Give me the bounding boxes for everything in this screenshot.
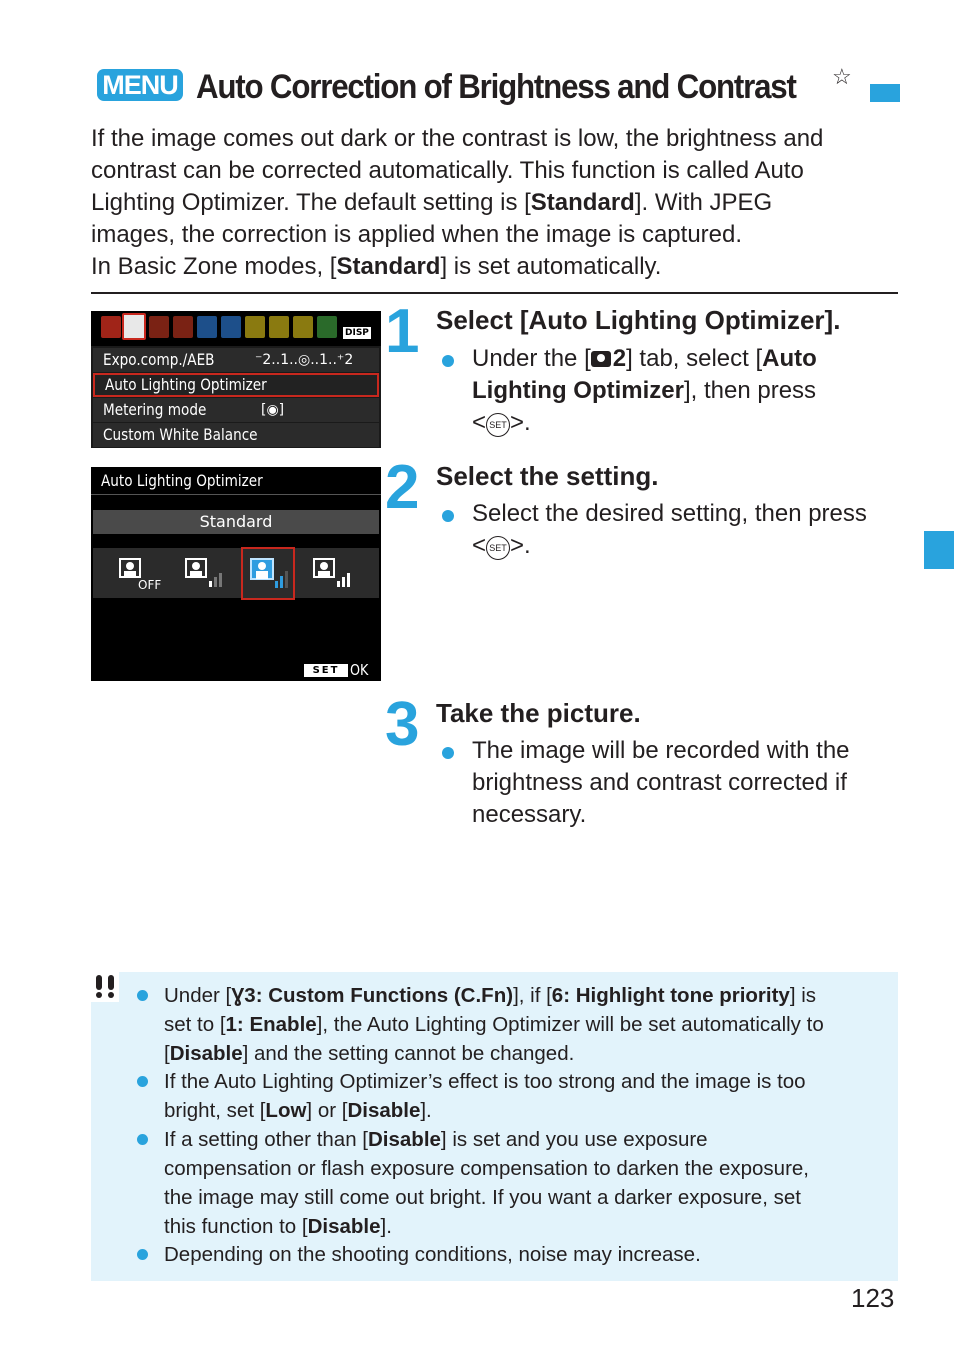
bullet-dot [137, 1134, 148, 1145]
menu-item-auto-lighting-optimizer[interactable]: Auto Lighting Optimizer [93, 373, 379, 397]
set-button-icon: SET [486, 413, 510, 437]
alo-option-low[interactable] [183, 555, 225, 593]
step-3-title: Take the picture. [436, 698, 641, 728]
metering-icon: [◉] [261, 402, 285, 418]
intro-line: contrast can be corrected automatically. This function is called Auto [91, 157, 804, 184]
menu-badge: MENU [97, 69, 183, 101]
bullet-dot [442, 510, 454, 522]
page-title: Auto Correction of Brightness and Contrast [196, 68, 796, 106]
playback-tab-icon [221, 316, 241, 338]
step-2-instruction: Select the desired setting, then press < SET >. [442, 498, 902, 562]
menu-item-metering-mode[interactable]: Metering mode [◉] [93, 398, 379, 422]
caution-item: If a setting other than [Disable] is set and you use exposure compensation or flash exposure compensation to darken the exposure, the image may still come out bright. If you want a darker exposure, set this function to [Disable]. [164, 1128, 809, 1238]
page-number: 123 [851, 1283, 895, 1313]
selected-setting-label: Standard [93, 510, 379, 534]
alo-off-icon [117, 555, 163, 593]
header-divider [91, 494, 381, 495]
title-accent-bar [870, 84, 900, 102]
ok-label: OK [350, 661, 369, 679]
bullet-dot [137, 1076, 148, 1087]
setup-tab-icon [269, 316, 289, 338]
alo-option-high[interactable] [311, 555, 353, 593]
set-button-icon: SET [486, 536, 510, 560]
wrench-icon: Ɣ [231, 984, 245, 1007]
step-3-instruction: The image will be recorded with the brightness and contrast corrected if necessary. [442, 735, 892, 831]
disp-label: DISP [345, 328, 369, 338]
set-button-label: SET [304, 664, 348, 677]
caution-box [91, 972, 898, 1281]
intro-line: Lighting Optimizer. The default setting is [Standard]. With JPEG [91, 189, 773, 216]
star-icon: ☆ [832, 64, 852, 89]
step-number-3: 3 [385, 690, 420, 759]
caution-icon [91, 972, 119, 1002]
alo-low-icon [183, 555, 225, 593]
shooting-tab-icon [173, 316, 193, 338]
intro-line: In Basic Zone modes, [Standard] is set automatically. [91, 253, 662, 280]
playback-tab-icon [197, 316, 217, 338]
caution-item: If the Auto Lighting Optimizer’s effect is too strong and the image is too bright, set [Low] or [Disable]. [164, 1070, 806, 1122]
section-divider [91, 292, 898, 294]
bullet-dot [442, 747, 454, 759]
setup-tab-icon [245, 316, 265, 338]
alo-option-standard[interactable] [241, 547, 295, 600]
bullet-dot [442, 355, 454, 367]
svg-text:OFF: OFF [138, 578, 162, 592]
step-2-title: Select the setting. [436, 461, 659, 491]
screen-header: Auto Lighting Optimizer [101, 471, 263, 490]
alo-standard-icon [243, 549, 293, 598]
bullet-dot [137, 1249, 148, 1260]
shooting-tab-icon [149, 316, 169, 338]
alo-option-off[interactable] [117, 555, 163, 593]
step-1-title: Select [Auto Lighting Optimizer]. [436, 305, 841, 335]
bullet-dot [137, 990, 148, 1001]
caution-item: Depending on the shooting conditions, noise may increase. [164, 1243, 701, 1266]
expo-comp-scale: ⁻2..1..◎..1..⁺2 [255, 352, 354, 368]
caution-item: Under [Ɣ3: Custom Functions (C.Fn)], if [6: Highlight tone priority] is set to [1: Enable], the Auto Lighting Optimizer will be set automatically to [Disable] and the setting cannot be changed. [164, 984, 824, 1065]
setup-tab-icon [293, 316, 313, 338]
chapter-side-tab [924, 531, 954, 569]
menu-item-expo-comp[interactable]: Expo.comp./AEB ⁻2..1..◎..1..⁺2 [93, 348, 379, 372]
intro-line: images, the correction is applied when the image is captured. [91, 221, 743, 248]
my-menu-tab-icon [317, 316, 337, 338]
alo-setting-screen [91, 467, 381, 681]
step-number-2: 2 [385, 453, 420, 522]
shooting-tab-icon [101, 316, 121, 338]
shooting-tab-2-icon [122, 313, 146, 340]
camera-menu-screen [91, 311, 381, 448]
step-1-instruction: Under the [ 2] tab, select [Auto Lighting Optimizer], then press < SET >. [442, 343, 892, 439]
step-number-1: 1 [385, 297, 420, 366]
menu-item-custom-white-balance[interactable]: Custom White Balance [93, 423, 379, 447]
alo-high-icon [311, 555, 353, 593]
intro-line: If the image comes out dark or the contrast is low, the brightness and [91, 125, 824, 152]
intro-paragraph [91, 123, 891, 283]
camera-tab-icon [591, 351, 611, 367]
